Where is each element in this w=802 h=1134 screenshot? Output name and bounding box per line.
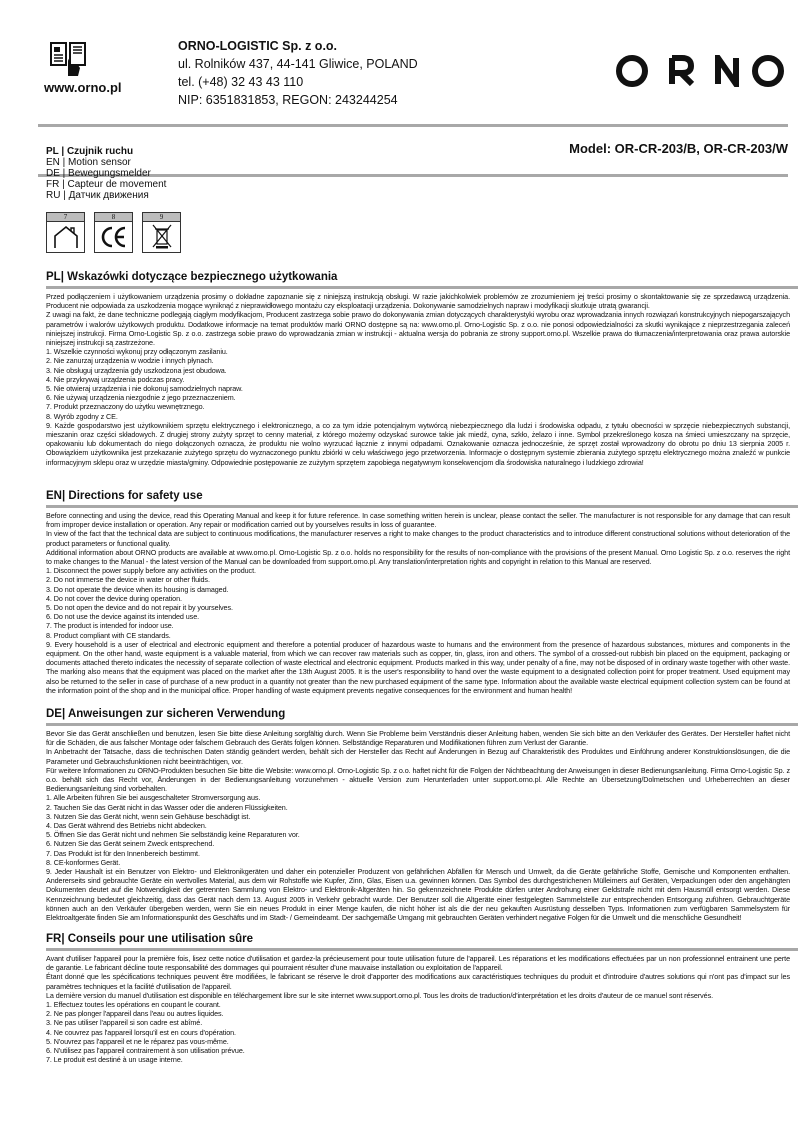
model-number: Model: OR-CR-203/B, OR-CR-203/W — [569, 141, 788, 156]
list-item: 5. Öffnen Sie das Gerät nicht und nehmen Sie selbständig keine Reparaturen vor. — [46, 830, 300, 840]
symbol-row — [46, 212, 181, 253]
list-item: 9. Every household is a user of electrical and electronic equipment and therefore a potential producer of hazardous waste to humans and the environment from the presence of hazardous substances, mixtures and components in the equipment. On the other hand, waste equipment is a valuable material, from which we can recover raw materials such as copper, tin, glass, iron and others. The symbol of a crossed-out rubbish bin placed on the equipment, packaging or documents attached thereto indicates the necessity of separate collection of waste electrical and electronic equipment. Products marked in this way, under penalty of a fine, may not be disposed of in ordinary waste together with other waste. The marking also means that the equipment was placed on the market after the 13th August 2005. It is the user's responsibility to hand over the waste equipment to a designated collection point for proper treatment. Used equipment may also be returned to the seller in case of purchase of a new product in a quantity not greater than the new purchased equipment of the same type. Information about the available waste electrical equipment collection system can be found at the information point of the shop and in the municipal office. Proper handling of waste equipment prevents negative consequences for the environment and human health! — [46, 639, 790, 695]
list-item: 8. CE-konformes Gerät. — [46, 857, 121, 867]
paragraph: La dernière version du manuel d'utilisation est disponible en téléchargement libre sur le site internet www.support.orno.pl. Tous les droits de traduction/d'interprétation et les droits d'auteur de ce manuel sont réservés. — [46, 990, 714, 1000]
list-item: 2. Ne pas plonger l'appareil dans l'eau ou autres liquides. — [46, 1009, 224, 1019]
company-tax-ids: NIP: 6351831853, REGON: 243244254 — [178, 93, 398, 107]
paragraph: Additional information about ORNO products are available at www.orno.pl. Orno-Logistic Sp. z o.o. holds no responsibility for the results of non-compliance with the provisions of the present Manual. Orno Logistic Sp. z o.o. reserves the right to make changes to the Manual - the latest version of the Manual can be downloaded from support.orno.pl. Any translation/interpretation rights and copyright in relation to this Manual are reserved. — [46, 547, 790, 567]
section-divider — [46, 723, 798, 726]
list-item: 7. Le produit est destiné à un usage interne. — [46, 1055, 183, 1065]
symbol-number: 8 — [95, 213, 132, 222]
list-item: 4. Ne couvrez pas l'appareil lorsqu'il est en cours d'opération. — [46, 1027, 236, 1037]
paragraph: Przed podłączeniem i użytkowaniem urządzenia prosimy o dokładne zapoznanie się z niniejszą instrukcją obsługi. W razie jakichkolwiek problemów ze zrozumieniem jej treści prosimy o skontaktowanie się ze sprzedawcą urządzenia. Producent nie odpowiada za uszkodzenia mogące wyniknąć z nieprawidłowego montażu czy eksploatacji urządzenia. Dokonywanie samodzielnych napraw i modyfikacji skutkuje utratą gwarancji. — [46, 292, 790, 311]
product-title-ru: RU | Датчик движения — [46, 190, 149, 201]
list-item: 2. Nie zanurzaj urządzenia w wodzie i innych płynach. — [46, 356, 214, 366]
list-item: 1. Wszelkie czynności wykonuj przy odłączonym zasilaniu. — [46, 347, 228, 357]
ce-mark-icon — [100, 226, 128, 248]
list-item: 3. Ne pas utiliser l'appareil si son cadre est abîmé. — [46, 1018, 203, 1028]
section-de — [46, 707, 790, 922]
list-item: 8. Wyrób zgodny z CE. — [46, 411, 118, 421]
list-item: 2. Do not immerse the device in water or other fluids. — [46, 575, 210, 585]
list-item: 6. Nie używaj urządzenia niezgodnie z jego przeznaczeniem. — [46, 393, 236, 403]
list-item: 1. Effectuez toutes les opérations en coupant le courant. — [46, 1000, 221, 1010]
section-en — [46, 489, 790, 695]
header-divider — [38, 124, 788, 127]
paragraph: Für weitere Informationen zu ORNO-Produkten besuchen Sie bitte die Website: www.orno.pl. Orno-Logistic Sp. z o.o. haftet nicht für die Folgen der Nichtbeachtung der Anweisungen in dieser Bedienungsanleitung. Firma Orno-Logistic Sp. z o.o. behält sich das Recht vor, Änderungen in der Bedienungsanleitung vorzunehmen - aktuelle Version zum Herunterladen unter support.orno.pl. Alle Rechte an Übersetzung/Dolmetschen und Urheberrechten an dieser Bedienungsanleitung sind vorbehalten. — [46, 765, 790, 794]
product-title-de: DE | Bewegungsmelder — [46, 168, 151, 179]
crossed-bin-weee-icon — [151, 224, 173, 250]
indoor-house-icon — [53, 225, 79, 249]
list-item: 6. N'utilisez pas l'appareil contrairement à son utilisation prévue. — [46, 1046, 245, 1056]
list-item: 6. Do not use the device against its intended use. — [46, 612, 200, 622]
list-item: 3. Nutzen Sie das Gerät nicht, wenn sein Gehäuse beschädigt ist. — [46, 811, 251, 821]
section-pl — [46, 270, 790, 467]
manual-book-hand-icon — [50, 40, 86, 81]
symbol-indoor — [46, 212, 85, 253]
company-info — [178, 37, 418, 109]
paragraph: Before connecting and using the device, read this Operating Manual and keep it for future reference. In case something written herein is unclear, please contact the seller. The manufacturer is not responsible for any damage that can result from improper device installation or operation. Any repair or modification carried out by yourselves results in loss of guarantee. — [46, 511, 790, 530]
list-item: 5. N'ouvrez pas l'appareil et ne le réparez pas vous-même. — [46, 1036, 229, 1046]
orno-logo — [615, 55, 787, 92]
website-link[interactable]: www.orno.pl — [44, 80, 122, 95]
product-title-fr: FR | Capteur de movement — [46, 179, 167, 190]
list-item: 9. Każde gospodarstwo jest użytkownikiem sprzętu elektrycznego i elektronicznego, a co za tym idzie potencjalnym wytwórcą niebezpiecznego dla ludzi i środowiska odpadu, z tytułu obecności w sprzęcie niebezpiecznych substancji, mieszanin oraz części składowych. Z drugiej strony zużyty sprzęt to cenny materiał, z którego możemy odzyskać surowce takie jak miedź, cyna, szkło, żelazo i inne. Symbol przekreślonego kosza na śmieci umieszczany na sprzęcie, opakowaniu lub dokumentach do niego dołączonych oznacza, że produktu nie wolno wyrzucać łącznie z innymi odpadami. Oznakowanie oznacza jednocześnie, że sprzęt został wprowadzony do obrotu po dniu 13 sierpnia 2005 r. Obowiązkiem użytkownika jest przekazanie zużytego sprzętu do wyznaczonego punktu zbiórki w celu właściwego jego przetworzenia. Informacje o dostępnym systemie zbierania zużytego sprzętu elektrycznego można znaleźć w punkcie informacyjnym sklepu oraz w urzędzie miasta/gminy. Odpowiednie postępowanie ze zużytym sprzętem zapobiega negatywnym konsekwencjom dla środowiska naturalnego i ludzkiego zdrowia! — [46, 420, 790, 467]
paragraph: In Anbetracht der Tatsache, dass die technischen Daten ständig geändert werden, behält sich der Hersteller das Recht auf Änderungen in Bezug auf Charakteristik des Produktes und Einführung anderer Konstruktionslösungen, die die Parameter und Gebrauchsfunktionen nicht beeinträchtigen, vor. — [46, 747, 790, 766]
list-item: 1. Disconnect the power supply before any activities on the product. — [46, 566, 256, 576]
list-item: 8. Product compliant with CE standards. — [46, 630, 171, 640]
product-title-pl: PL | Czujnik ruchu — [46, 146, 134, 157]
product-titles — [46, 146, 166, 201]
section-heading: FR| Conseils pour une utilisation sûre — [46, 933, 254, 945]
paragraph: Avant d'utiliser l'appareil pour la première fois, lisez cette notice d'utilisation et gardez-la précieusement pour toute utilisation future de l'appareil. Les réparations et les modifications effectuées par un non professionnel entrainent une perte de garantie. Le fabricant décline toute responsabilité des dommages qui pourraient résulter d'une mauvaise installation ou exploitation de l'appareil. — [46, 954, 790, 973]
list-item: 4. Das Gerät während des Betriebs nicht abdecken. — [46, 821, 207, 831]
product-title-en: EN | Motion sensor — [46, 157, 131, 168]
list-item: 5. Nie otwieraj urządzenia i nie dokonuj samodzielnych napraw. — [46, 384, 243, 394]
section-heading: PL| Wskazówki dotyczące bezpiecznego użytkowania — [46, 271, 338, 283]
list-item: 7. The product is intended for indoor use. — [46, 621, 174, 631]
list-item: 7. Produkt przeznaczony do użytku wewnętrznego. — [46, 402, 205, 412]
paragraph: Bevor Sie das Gerät anschließen und benutzen, lesen Sie bitte diese Anleitung sorgfältig durch. Wenn Sie Probleme beim Verständnis dieser Anleitung haben, wenden Sie sich bitte an den Verkäufer des Gerätes. Der Hersteller haftet nicht für die Schäden, die aus falscher Montage oder falschem Gebrauch des Geräts folgen können. Selbständige Reparaturen und Modifikationen führen zum Verlust der Garantie. — [46, 729, 790, 748]
section-fr — [46, 932, 790, 1064]
paragraph: Z uwagi na fakt, że dane techniczne podlegają ciągłym modyfikacjom, Producent zastrzega sobie prawo do dokonywania zmian dotyczących charakterystyki wyrobu oraz wprowadzania innych rozwiązań konstrukcyjnych niepogarszających parametrów i walorów użytkowych produktu. Dodatkowe informacje na temat produktów marki ORNO dostępne są na: www.orno.pl. Orno-Logistic Sp. z o.o. nie ponosi odpowiedzialności za skutki wynikające z nieprzestrzegania zaleceń niniejszej instrukcji. Firma Orno-Logistic Sp. z o.o. zastrzega sobie prawo do wprowadzania zmian w instrukcji - aktualna wersja do pobrania ze strony support.orno.pl. Wszelkie prawa do tłumaczenia/interpretowania oraz prawa autorskie niniejszej instrukcji są zastrzeżone. — [46, 310, 790, 348]
section-divider — [46, 948, 798, 951]
list-item: 9. Jeder Haushalt ist ein Benutzer von Elektro- und Elektronikgeräten und daher ein potenzieller Produzent von gefährlichen Abfällen für Mensch und Umwelt, da die Geräte gefährliche Stoffe, Gemische und Komponenten enthalten. Andererseits sind gebrauchte Geräte ein wertvolles Material, aus dem wir Rohstoffe wie Kupfer, Zinn, Glas, Eisen u.a. gewinnen können. Das Symbol des durchgestrichenen Mülleimers auf Geräten, Verpackungen oder den angehängten Dokumenten deutet auf die Notwendigkeit der getrennten Sammlung von Elektro- und Elektronik-Altgeräten hin. So gekennzeichnete Produkte dürfen unter Androhung einer Geldstrafe nicht mit dem Hausmüll entsorgt werden. Diese Kennzeichnung bedeutet gleichzeitig, dass das Gerät nach dem 13. August 2005 in Verkehr gebracht wurde. Der Benutzer soll die Altgeräte einer festgelegten Sammelstelle zur entsprechenden Entsorgung zuführen. Gebrauchtgeräte können auch an den Verkäufer übergeben werden, wenn Sie ein neues Produkt in einer Menge kaufen, die nicht höher ist als die der neu gekauften Ausrüstung desselben Typs. Informationen zum verfügbaren Sammelsystem für Elektroaltgeräte finden Sie am Informationspunkt des Geschäfts und im Stadt- / Gemeindeamt. Der sachgemäße Umgang mit gebrauchten Geräten verhindert negative Folgen für die Umwelt und die menschliche Gesundheit! — [46, 867, 790, 923]
section-divider — [46, 505, 798, 508]
section-heading: DE| Anweisungen zur sicheren Verwendung — [46, 708, 286, 720]
company-phone: tel. (+48) 32 43 43 110 — [178, 75, 304, 89]
list-item: 1. Alle Arbeiten führen Sie bei ausgeschalteter Stromversorgung aus. — [46, 793, 261, 803]
symbol-number: 9 — [143, 213, 180, 222]
list-item: 4. Do not cover the device during operation. — [46, 593, 182, 603]
section-heading: EN| Directions for safety use — [46, 490, 203, 502]
list-item: 7. Das Produkt ist für den Innenbereich bestimmt. — [46, 848, 200, 858]
paragraph: Étant donné que les spécifications techniques peuvent être modifiées, le fabricant se réserve le droit d'apporter des modifications aux caractéristiques techniques du produit et d'introduire d'autres solutions qui n'ont pas d'impact sur les paramètres techniques et la facilité d'utilisation de l'appareil. — [46, 972, 790, 991]
list-item: 5. Do not open the device and do not repair it by yourselves. — [46, 603, 233, 613]
list-item: 4. Nie przykrywaj urządzenia podczas pracy. — [46, 374, 185, 384]
symbol-weee — [142, 212, 181, 253]
company-name: ORNO-LOGISTIC Sp. z o.o. — [178, 39, 338, 53]
section-divider — [46, 286, 798, 289]
symbol-ce — [94, 212, 133, 253]
symbol-number: 7 — [47, 213, 84, 222]
paragraph: In view of the fact that the technical data are subject to continuous modifications, the manufacturer reserves a right to make changes to the product characteristics and to introduce different constructional solutions without deterioration of the product parameters or functional quality. — [46, 529, 790, 548]
list-item: 6. Nutzen Sie das Gerät seinem Zweck entsprechend. — [46, 839, 215, 849]
company-address: ul. Rolników 437, 44-141 Gliwice, POLAND — [178, 57, 418, 71]
list-item: 2. Tauchen Sie das Gerät nicht in das Wasser oder die anderen Flüssigkeiten. — [46, 802, 288, 812]
list-item: 3. Nie obsługuj urządzenia gdy uszkodzona jest obudowa. — [46, 365, 227, 375]
list-item: 3. Do not operate the device when its housing is damaged. — [46, 584, 229, 594]
